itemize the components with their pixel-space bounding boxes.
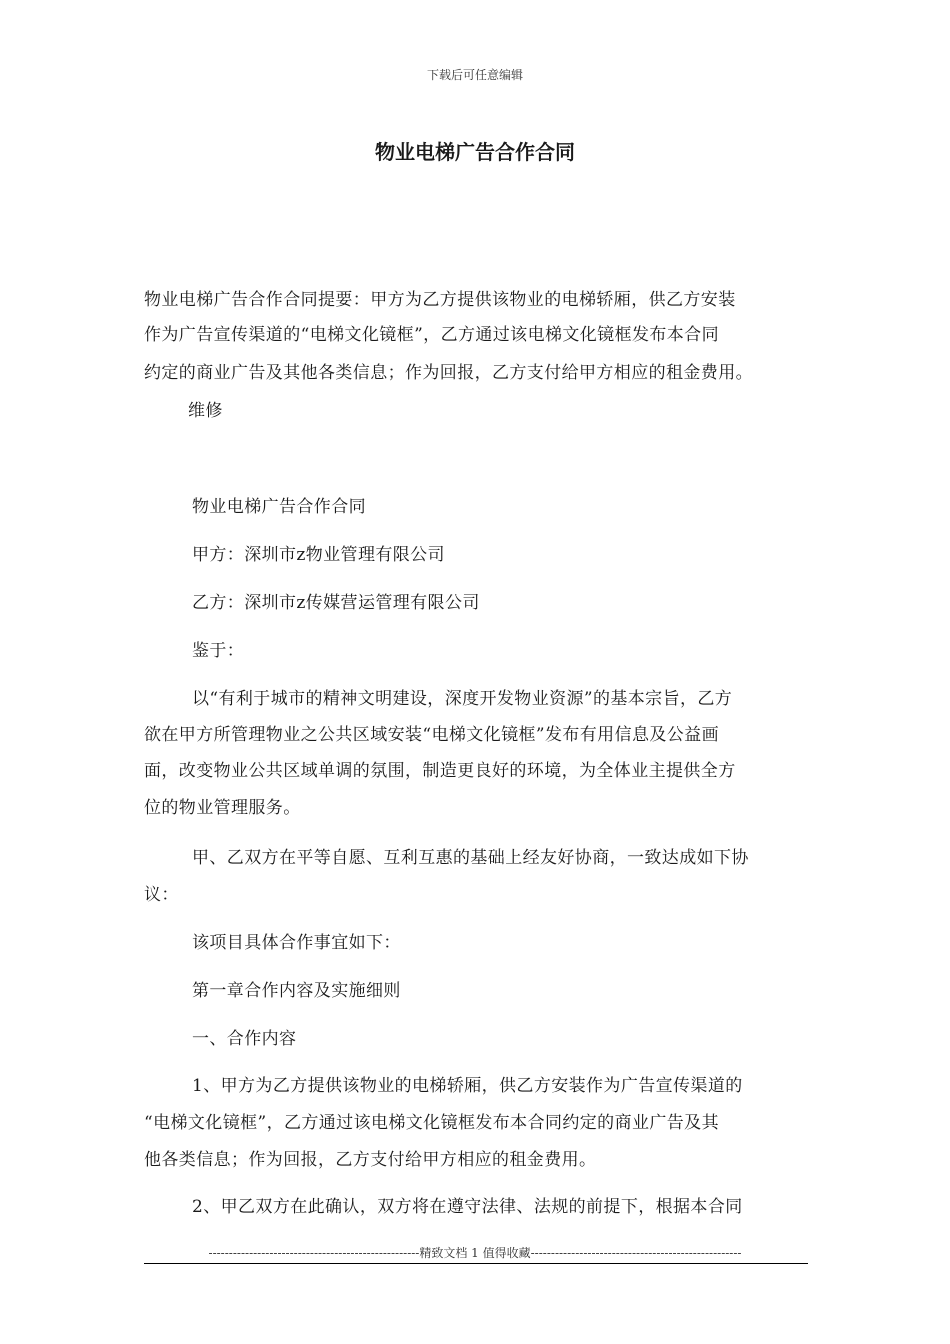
paragraph-line: 他各类信息；作为回报，乙方支付给甲方相应的租金费用。 [144, 1150, 597, 1170]
chapter-heading: 第一章合作内容及实施细则 [192, 981, 401, 1001]
footer-text: ----------------------------------------------------精致文档 1 值得收藏---------------------------------------------------- [208, 1246, 742, 1260]
party-a: 甲方：深圳市z物业管理有限公司 [192, 545, 445, 565]
summary-line: 作为广告宣传渠道的“电梯文化镜框”，乙方通过该电梯文化镜框发布本合同 [144, 325, 719, 345]
paragraph-line: 1、甲方为乙方提供该物业的电梯轿厢，供乙方安装作为广告宣传渠道的 [192, 1076, 743, 1096]
contract-name: 物业电梯广告合作合同 [192, 497, 366, 517]
paragraph-line: “电梯文化镜框”，乙方通过该电梯文化镜框发布本合同约定的商业广告及其 [144, 1113, 719, 1133]
footer-divider [144, 1263, 808, 1264]
party-b: 乙方：深圳市z传媒营运管理有限公司 [192, 593, 480, 613]
paragraph-line: 位的物业管理服务。 [144, 798, 301, 818]
paragraph-line: 面，改变物业公共区域单调的氛围，制造更良好的环境，为全体业主提供全方 [144, 761, 736, 781]
section-heading: 一、合作内容 [192, 1029, 297, 1049]
paragraph-line: 议： [144, 885, 179, 905]
summary-line: 约定的商业广告及其他各类信息；作为回报，乙方支付给甲方相应的租金费用。 [144, 363, 753, 383]
paragraph-line: 欲在甲方所管理物业之公共区域安装“电梯文化镜框”发布有用信息及公益画 [144, 725, 719, 745]
document-title: 物业电梯广告合作合同 [375, 140, 575, 164]
paragraph-line: 以“有利于城市的精神文明建设，深度开发物业资源”的基本宗旨，乙方 [192, 689, 733, 709]
summary-tag: 维修 [188, 401, 223, 421]
paragraph-line: 甲、乙双方在平等自愿、互利互惠的基础上经友好协商，一致达成如下协 [192, 848, 749, 868]
intro-line: 该项目具体合作事宜如下： [192, 933, 401, 953]
summary-line: 物业电梯广告合作合同提要：甲方为乙方提供该物业的电梯轿厢，供乙方安装 [144, 290, 736, 310]
header-note: 下载后可任意编辑 [426, 68, 523, 82]
whereas-label: 鉴于： [192, 641, 245, 661]
paragraph-line: 2、甲乙双方在此确认，双方将在遵守法律、法规的前提下，根据本合同 [192, 1197, 743, 1217]
